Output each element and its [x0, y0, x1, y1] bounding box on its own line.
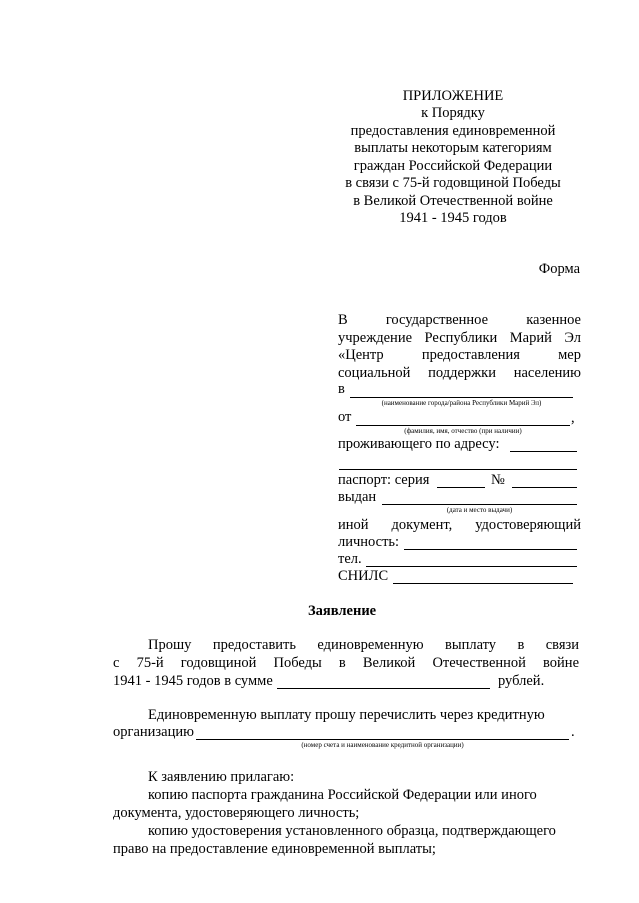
- para2-suffix: .: [571, 724, 575, 740]
- attach-intro: К заявлению прилагаю:: [148, 769, 295, 785]
- word: предоставить: [212, 637, 296, 653]
- passport-series-label: паспорт: серия: [338, 472, 430, 488]
- addressee-line-3: [338, 347, 581, 365]
- from-prefix: от: [338, 409, 352, 425]
- bank-account-field[interactable]: [196, 739, 569, 740]
- word: казенное: [526, 312, 581, 328]
- passport-series-field[interactable]: [437, 487, 485, 488]
- word: В: [338, 312, 348, 328]
- para2-prefix: организацию: [113, 724, 194, 740]
- appendix-title: ПРИЛОЖЕНИЕ: [402, 88, 504, 104]
- word: мер: [558, 347, 581, 363]
- from-suffix: ,: [571, 410, 575, 426]
- amount-field[interactable]: [277, 688, 490, 689]
- word: Отечественной: [432, 655, 526, 671]
- address-field-2[interactable]: [339, 469, 577, 470]
- addressee-line-1: [338, 312, 581, 330]
- issued-field[interactable]: [382, 504, 577, 505]
- word: с: [113, 655, 120, 671]
- word: единовременную: [317, 637, 424, 653]
- v-prefix: в: [338, 381, 345, 397]
- appendix-lines: [330, 105, 576, 228]
- addressee-line-4: социальной поддержки населению: [338, 364, 581, 381]
- word: Победы: [273, 655, 322, 671]
- statement-title: Заявление: [308, 603, 377, 619]
- other-doc-line: [338, 517, 581, 535]
- addressee-block: [338, 312, 581, 382]
- word: удостоверяющий: [475, 517, 581, 533]
- address-label: проживающего по адресу:: [338, 436, 500, 452]
- word: «Центр: [338, 347, 384, 363]
- attach1-line1: копию паспорта гражданина Российской Федерации или иного: [148, 787, 537, 803]
- attach2-line1: копию удостоверения установленного образца, подтверждающего: [148, 823, 556, 839]
- word: иной: [338, 517, 369, 533]
- word: 75-й: [136, 655, 164, 671]
- appendix-line: к Порядку: [421, 105, 485, 121]
- word: связи: [545, 637, 579, 653]
- word: Прошу: [148, 637, 192, 653]
- other-doc-label: личность:: [338, 534, 400, 550]
- other-doc-field[interactable]: [404, 549, 577, 550]
- para1-line3-suffix: рублей.: [498, 673, 545, 689]
- issued-label: выдан: [338, 489, 377, 505]
- attach2-line2: право на предоставление единовременной выплаты;: [113, 841, 436, 857]
- appendix-line: граждан Российской Федерации: [353, 157, 553, 174]
- form-label: Форма: [538, 261, 580, 277]
- word: государственное: [385, 312, 489, 328]
- para1-line1: [148, 637, 579, 655]
- appendix-line: выплаты некоторым категориям: [354, 140, 552, 156]
- para2-line1: Единовременную выплату прошу перечислить через кредитную: [148, 707, 545, 723]
- passport-number-field[interactable]: [512, 487, 577, 488]
- fullname-hint: (фамилия, имя, отчество (при наличии): [404, 427, 522, 435]
- word: войне: [543, 655, 579, 671]
- word: годовщиной: [180, 655, 257, 671]
- word: документ,: [391, 517, 453, 533]
- addressee-line-2: учреждение Республики Марий Эл: [338, 329, 581, 346]
- word: в: [517, 637, 525, 653]
- snils-field[interactable]: [393, 583, 573, 584]
- para1-line3-prefix: 1941 - 1945 годов в сумме: [113, 673, 273, 689]
- appendix-line: предоставления единовременной: [350, 122, 556, 139]
- appendix-line: в Великой Отечественной войне: [353, 192, 553, 209]
- appendix-line: 1941 - 1945 годов: [399, 210, 507, 226]
- attach1-line2: документа, удостоверяющего личность;: [113, 805, 360, 821]
- word: в: [338, 655, 346, 671]
- snils-label: СНИЛС: [338, 568, 389, 584]
- fullname-field[interactable]: [356, 425, 570, 426]
- city-field[interactable]: [350, 397, 573, 398]
- phone-label: тел.: [338, 551, 362, 567]
- address-field-1[interactable]: [510, 451, 577, 452]
- para1-line2: [113, 655, 579, 673]
- issued-hint: (дата и место выдачи): [446, 506, 513, 514]
- bank-account-hint: (номер счета и наименование кредитной организации): [301, 741, 464, 749]
- appendix-line: в связи с 75-й годовщиной Победы: [345, 175, 561, 191]
- word: Великой: [362, 655, 416, 671]
- word: предоставления: [421, 347, 520, 363]
- city-hint: (наименование города/района Республики Марий Эл): [381, 399, 542, 407]
- passport-number-label: №: [491, 472, 505, 488]
- word: выплату: [444, 637, 497, 653]
- phone-field[interactable]: [366, 566, 577, 567]
